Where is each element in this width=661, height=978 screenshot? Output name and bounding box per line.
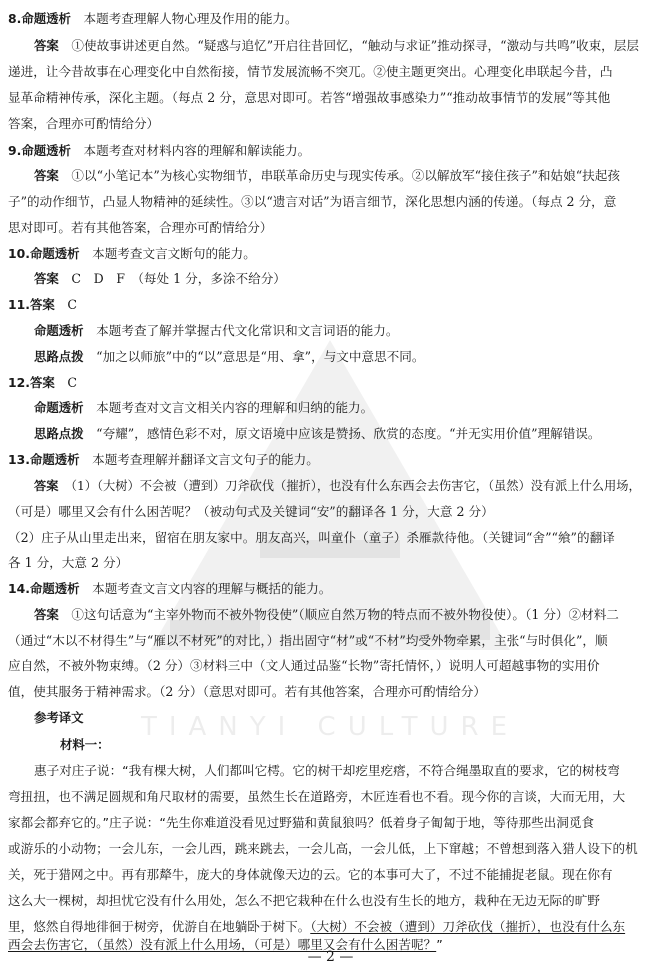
q12-answer-label: 答案: [29, 375, 55, 390]
q11-analysis-text: 本题考查了解并掌握古代文化常识和文言词语的能力。: [96, 323, 399, 338]
q13-analysis: [8, 451, 653, 468]
svg-text:TIANYI CULTURE: TIANYI CULTURE: [140, 712, 520, 742]
translation-underlined-2: 西会去伤害它，（虽然）没有派上什么用场，（可是）哪里又会有什么困苦呢？: [8, 937, 437, 952]
q8-answer-label: 答案: [34, 38, 59, 53]
q8-answer-line-4: 答案，合理亦可酌情给分）: [8, 116, 160, 131]
q12-answer-text: C: [67, 375, 77, 390]
translation-line-7: [8, 918, 653, 935]
translation-closing-quote: ”: [436, 937, 443, 952]
q13-number: 13.: [8, 452, 30, 467]
translation-line-1: 惠子对庄子说：“我有棵大树，人们都叫它樗。它的树干却疙里疙瘩，不符合绳墨取直的要求，它的树枝弯: [34, 763, 620, 778]
q8-number: 8.: [8, 11, 22, 26]
q11-analysis-label: 命题透析: [34, 323, 84, 338]
q13-answer-text: （1）（大树）不会被（遭到）刀斧砍伐（摧折），也没有什么东西会去伤害它，（虽然）没有派上什么用场，: [70, 479, 641, 493]
translation-line-3: 家都会都弃它的。”庄子说：“先生你难道没看见过野猫和黄鼠狼吗？低着身子匍匐于地，等待那些出洞觅食: [8, 815, 595, 830]
translation-heading: 参考译文: [34, 710, 84, 725]
q11-hint-label: 思路点拨: [34, 349, 84, 364]
q14-answer-line-1: [34, 606, 653, 623]
q11-hint-text: “加之以师旅”中的“以”意思是“用、拿”，与文中意思不同。: [96, 349, 425, 364]
q8-answer-line-3: 显革命精神传承，深化主题。（每点 2 分，意思对即可。若答“增强故事感染力”“推动故事情节的发展”等其他: [8, 90, 611, 105]
material-one-label: 材料一：: [60, 737, 110, 752]
q13-answer-label: 答案: [34, 479, 59, 493]
q11-answer-label: 答案: [29, 297, 55, 312]
q10-number: 10.: [8, 246, 30, 261]
q14-answer-line-3: 应自然，不被外物束缚。（2 分）③材料三中（文人通过品鉴“长物”寄托情怀，）说明人可超越事物的实用价: [8, 658, 600, 673]
q9-answer-line-1: [34, 167, 653, 184]
q9-analysis-label: 命题透析: [21, 143, 71, 158]
q9-analysis-text: 本题考查对材料内容的理解和解读能力。: [83, 143, 311, 158]
q9-answer-label: 答案: [34, 168, 59, 183]
q14-analysis-text: 本题考查文言文内容的理解与概括的能力。: [92, 581, 332, 596]
q12-hint: [34, 425, 653, 442]
q10-analysis-label: 命题透析: [29, 246, 80, 261]
q14-number: 14.: [8, 581, 30, 596]
q12-number: 12.: [8, 375, 30, 390]
q12-analysis-label: 命题透析: [34, 400, 84, 415]
q9-number: 9.: [8, 143, 22, 158]
q8-analysis-text: 本题考查理解人物心理及作用的能力。: [83, 11, 298, 26]
q8-answer-line-1: [34, 37, 653, 54]
q8-answer-text: ①使故事讲述更自然。“疑惑与追忆”开启往昔回忆，“触动与求证”推动探寻，“激动与共鸣”收束，层层: [71, 38, 639, 53]
q14-answer-line-4: 值，使其服务于精神需求。（2 分）（意思对即可。若有其他答案，合理亦可酌情给分）: [8, 684, 486, 699]
translation-line-5: 关，死于猎网之中。再有那犛牛，庞大的身体就像天边的云。它的本事可大了，不过不能捕捉老鼠。现在你有: [8, 867, 613, 882]
q9-answer-line-2: 子”的动作细节，凸显人物精神的延续性。③以“遗言对话”为语言细节，深化思想内涵的传递。（每点 2 分，意: [8, 194, 617, 209]
q10-analysis: [8, 245, 653, 262]
q13-answer-line-2: （可是）哪里又会有什么困苦呢？（被动句式及关键词“安”的翻译各 1 分，大意 2 分）: [8, 504, 494, 519]
q8-analysis-label: 命题透析: [21, 11, 71, 26]
q11-analysis: [34, 322, 653, 339]
q12-hint-text: “夸耀”，感情色彩不对，原文语境中应该是赞扬、欣赏的态度。“并无实用价值”理解错误。: [96, 426, 601, 441]
q12-hint-label: 思路点拨: [34, 426, 84, 441]
q8-analysis: [8, 10, 653, 27]
translation-line-7-text: 里，悠然自得地徘徊于树旁，优游自在地躺卧于树下。: [8, 919, 311, 934]
q14-answer-text: ①这句话意为“主宰外物而不被外物役使”（顺应自然万物的特点而不被外物役使）。（1 分）②材料二: [71, 607, 619, 622]
q11-answer-text: C: [67, 297, 77, 312]
q10-answer-label: 答案: [34, 271, 59, 286]
q14-answer-line-2: （通过“木以不材得生”与“雁以不材死”的对比，）指出固守“材”或“不材”均受外物牵累，主张“与时俱化”，顺: [8, 633, 608, 648]
translation-line-6: 这么大一棵树，却担忧它没有什么用处，怎么不把它栽种在什么也没有生长的地方，栽种在无边无际的旷野: [8, 893, 600, 908]
q14-analysis: [8, 580, 653, 597]
q14-answer-label: 答案: [34, 607, 59, 622]
q11-hint: [34, 348, 653, 365]
q10-analysis-text: 本题考查文言文断句的能力。: [92, 246, 256, 261]
translation-line-4: 或游乐的小动物；一会儿东，一会儿西，跳来跳去，一会儿高，一会儿低，上下窜越；不曾想到落入猎人设下的机: [8, 841, 638, 856]
q9-answer-text: ①以“小笔记本”为核心实物细节，串联革命历史与现实传承。②以解放军“接住孩子”和姑娘“扶起孩: [71, 168, 620, 183]
q9-answer-line-3: 思对即可。若有其他答案，合理亦可酌情给分）: [8, 220, 273, 235]
q13-answer-line-3: （2）庄子从山里走出来，留宿在朋友家中。朋友高兴，叫童仆（童子）杀雁款待他。（关键词“舍”“飨”的翻译: [8, 530, 615, 545]
q13-analysis-text: 本题考查理解并翻译文言文句子的能力。: [92, 452, 319, 467]
translation-line-2: 弯扭扭，也不满足圆规和角尺取材的需要，虽然生长在道路旁，木匠连看也不看。现今你的言谈，大而无用，大: [8, 789, 626, 804]
q12-analysis: [34, 399, 653, 416]
q12-answer: [8, 374, 653, 391]
q12-analysis-text: 本题考查对文言文相关内容的理解和归纳的能力。: [96, 400, 374, 415]
q10-answer-text: C D F （每处 1 分，多涂不给分）: [71, 271, 286, 286]
q10-answer: [34, 270, 653, 287]
q13-analysis-label: 命题透析: [29, 452, 80, 467]
q11-number: 11.: [8, 297, 30, 312]
translation-underlined-1: （大树）不会被（遭到）刀斧砍伐（摧折），也没有什么东: [310, 919, 626, 934]
q13-answer-line-4: 各 1 分，大意 2 分）: [8, 555, 129, 570]
q14-analysis-label: 命题透析: [29, 581, 80, 596]
q11-answer: [8, 296, 653, 313]
page-number: — 2 —: [307, 949, 354, 965]
q9-analysis: [8, 142, 653, 159]
q8-answer-line-2: 递进，让今昔故事在心理变化中自然衔接，情节发展流畅不突兀。②使主题更突出。心理变化串联起今昔，凸: [8, 64, 613, 79]
q13-answer-line-1: [34, 477, 653, 495]
